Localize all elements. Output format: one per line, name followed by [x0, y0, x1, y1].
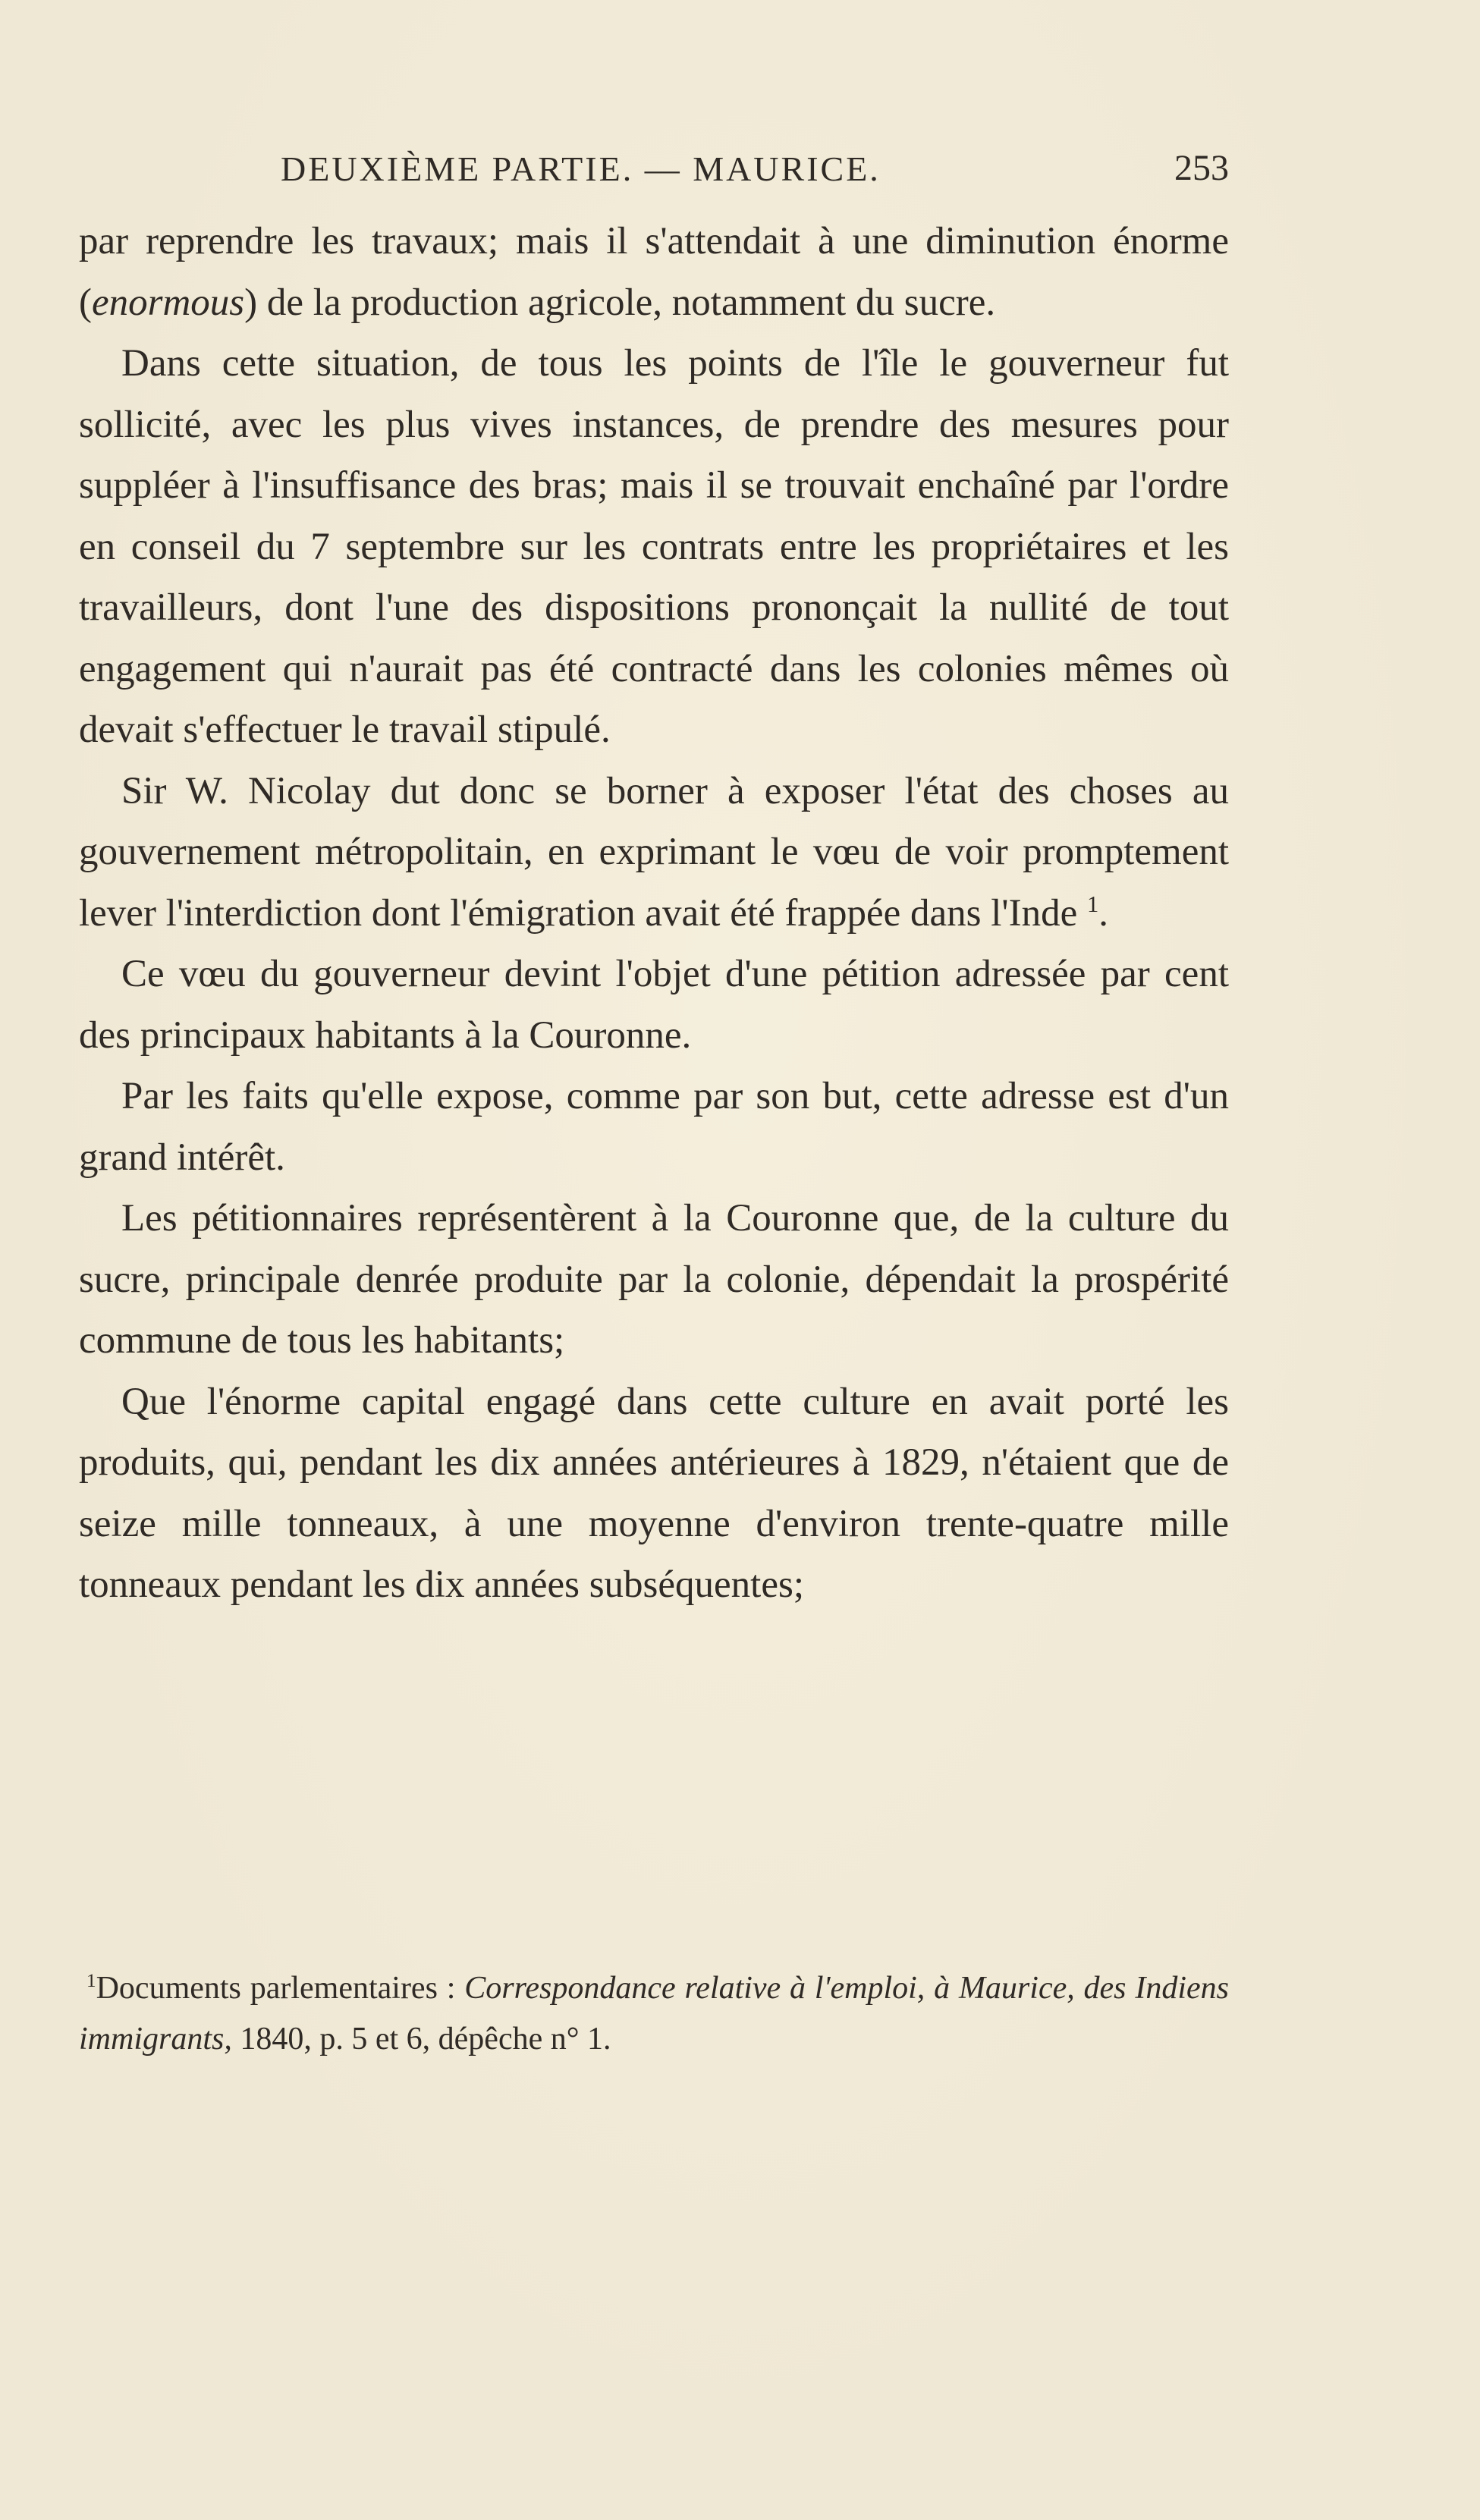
paragraph-3	[79, 761, 1229, 944]
footnotes	[79, 1963, 1229, 2065]
paragraph-2: Dans cette situation, de tous les points de l'île le gouverneur fut sollicité, avec les plus vives instances, de prendre des mesures pour suppléer à l'insuffisance des bras; mais il se trouvait enchaîné par l'ordre en conseil du 7 septembre sur les contrats entre les propriétaires et les travailleurs, dont l'une des dispositions prononçait la nullité de tout engagement qui n'aurait pas été contracté dans les colonies mêmes où devait s'effectuer le travail stipulé.	[79, 342, 1229, 751]
footnote-marker: 1	[86, 1971, 96, 1991]
paragraph-5: Par les faits qu'elle expose, comme par son but, cette adresse est d'un grand intérêt.	[79, 1075, 1229, 1179]
footnote-1	[79, 1963, 1229, 2065]
paragraph-3-text: Sir W. Nicolay dut donc se borner à exposer l'état des choses au gouvernement métropolitain, en exprimant le vœu de voir promptement lever l'interdiction dont l'émigration avait été frappée dans l'Inde	[79, 769, 1229, 935]
paragraph-1-text-b: ) de la production agricole, notamment du sucre.	[244, 281, 996, 324]
paragraph-3-end: .	[1098, 891, 1109, 935]
paragraph-1-text-a: par reprendre les travaux; mais il s'attendait à une diminution énorme (	[79, 220, 1229, 324]
paragraph-1	[79, 211, 1229, 333]
running-header	[79, 144, 1229, 197]
paragraph-7: Que l'énorme capital engagé dans cette culture en avait porté les produits, qui, pendant les dix années antérieures à 1829, n'étaient que de seize mille tonneaux, à une moyenne d'environ trente-quatre mille tonneaux pendant les dix années subséquentes;	[79, 1380, 1229, 1606]
footnote-tail: 1840, p. 5 et 6, dépêche n° 1.	[231, 2022, 611, 2057]
paragraph-4: Ce vœu du gouverneur devint l'objet d'une pétition adressée par cent des principaux habitants à la Couronne.	[79, 953, 1229, 1057]
body-text	[79, 211, 1229, 1616]
running-title: DEUXIÈME PARTIE. — MAURICE.	[281, 149, 881, 188]
paragraph-6: Les pétitionnaires représentèrent à la Couronne que, de la culture du sucre, principale denrée produite par la colonie, dépendait la prospérité commune de tous les habitants;	[79, 1197, 1229, 1362]
footnote-reference: 1	[1087, 891, 1099, 917]
footnote-title: Correspondance relative à l'emploi, à Maurice, des Indiens immigrants,	[79, 1971, 1229, 2057]
paragraph-1-italic: enormous	[91, 281, 245, 324]
footnote-lead: Documents parlementaires :	[96, 1971, 465, 2006]
page-number: 253	[1174, 148, 1229, 188]
